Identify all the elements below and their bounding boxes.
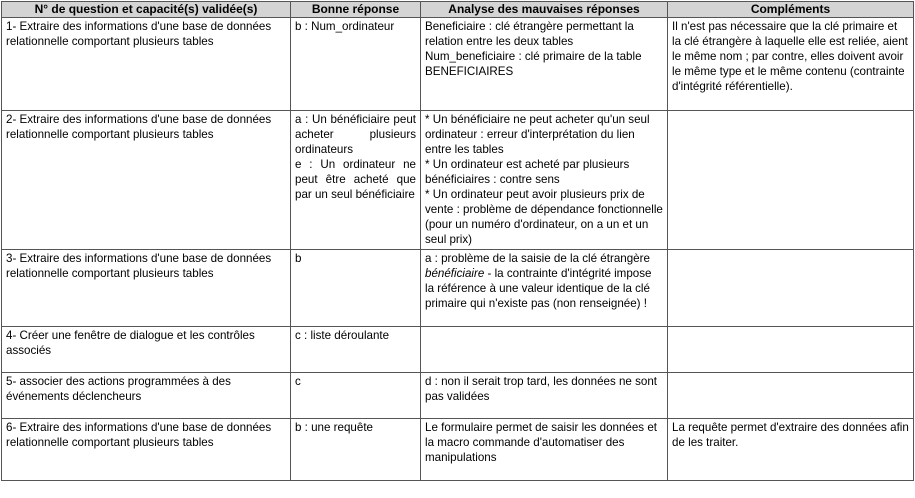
question-cell: 5- associer des actions programmées à des événements déclencheurs [2, 373, 291, 419]
analysis-cell: d : non il serait trop tard, les données ne sont pas validées [421, 373, 668, 419]
analysis-cell [421, 250, 668, 327]
answer-cell: c : liste déroulante [291, 327, 421, 373]
analysis-cell: Beneficiaire : clé étrangère permettant la relation entre les deux tables Num_beneficiaire : clé primaire de la table BENEFICIAIRES [421, 18, 668, 111]
question-cell: 3- Extraire des informations d'une base de données relationnelle comportant plusieurs tables [2, 250, 291, 327]
analysis-text: - la contrainte d'intégrité impose la référence à une valeur identique de la clé primaire qui n'existe pas (non renseignée) ! [425, 267, 652, 310]
table-row [2, 327, 914, 373]
answer-cell: b : Num_ordinateur [291, 18, 421, 111]
analysis-text: a : problème de la saisie de la clé étrangère [425, 252, 650, 265]
question-cell: 2- Extraire des informations d'une base de données relationnelle comportant plusieurs tables [2, 111, 291, 250]
qcm-answers-table [1, 1, 914, 481]
analysis-cell [421, 327, 668, 373]
question-cell: 6- Extraire des informations d'une base de données relationnelle comportant plusieurs tables [2, 419, 291, 481]
header-analysis: Analyse des mauvaises réponses [421, 2, 668, 18]
analysis-cell: * Un bénéficiaire ne peut acheter qu'un seul ordinateur : erreur d'interprétation du lien entre les tables * Un ordinateur est acheté par plusieurs bénéficiaires : contre sens * Un ordinateur peut avoir plusieurs prix de vente : problème de dépendance fonctionnelle (pour un numéro d'ordinateur, on a un et un seul prix) [421, 111, 668, 250]
complements-cell: La requête permet d'extraire des données afin de les traiter. [668, 419, 914, 481]
table-row [2, 111, 914, 250]
table-row [2, 419, 914, 481]
complements-cell [668, 327, 914, 373]
answer-cell: a : Un bénéficiaire peut acheter plusieurs ordinateurs e : Un ordinateur ne peut être acheté que par un seul bénéficiaire [291, 111, 421, 250]
complements-cell [668, 373, 914, 419]
header-answer: Bonne réponse [291, 2, 421, 18]
complements-cell [668, 111, 914, 250]
table-row [2, 373, 914, 419]
question-cell: 4- Créer une fenêtre de dialogue et les contrôles associés [2, 327, 291, 373]
complements-cell [668, 250, 914, 327]
table-row [2, 250, 914, 327]
header-question: N° de question et capacité(s) validée(s) [2, 2, 291, 18]
answer-cell: b [291, 250, 421, 327]
analysis-cell: Le formulaire permet de saisir les données et la macro commande d'automatiser des manipulations [421, 419, 668, 481]
table-row [2, 18, 914, 111]
question-cell: 1- Extraire des informations d'une base de données relationnelle comportant plusieurs tables [2, 18, 291, 111]
complements-cell: Il n'est pas nécessaire que la clé primaire et la clé étrangère à laquelle elle est reliée, aient le même nom ; par contre, elles doivent avoir le même type et le même contenu (contrainte d'intégrité référentielle). [668, 18, 914, 111]
analysis-italic-term: bénéficiaire [425, 267, 485, 280]
answer-cell: b : une requête [291, 419, 421, 481]
answer-cell: c [291, 373, 421, 419]
header-complements: Compléments [668, 2, 914, 18]
header-row [2, 2, 914, 18]
